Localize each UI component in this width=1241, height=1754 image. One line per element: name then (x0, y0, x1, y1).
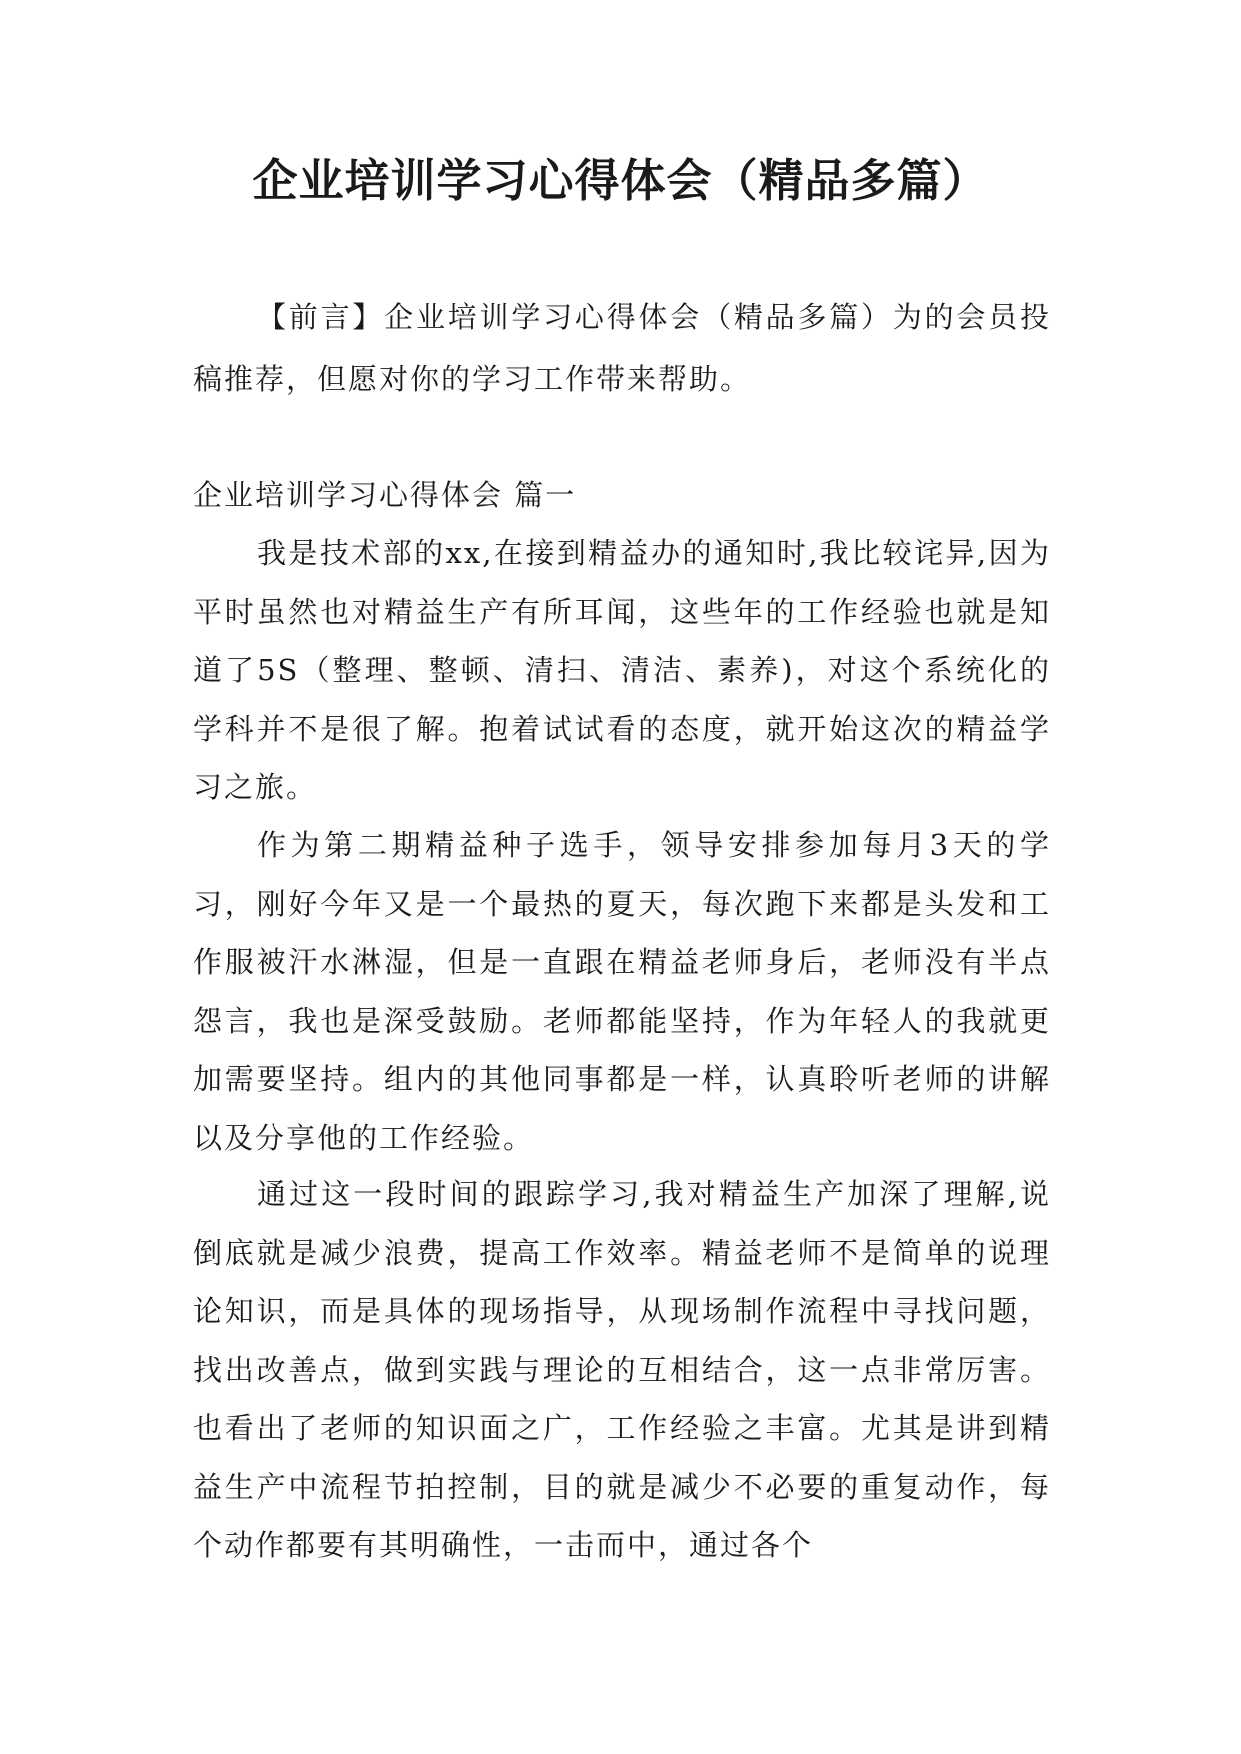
body-paragraph-1: 我是技术部的xx,在接到精益办的通知时,我比较诧异,因为平时虽然也对精益生产有所耳闻，这些年的工作经验也就是知道了5S（整理、整顿、清扫、清洁、素养)，对这个系统化的学科并不是很了解。抱着试试看的态度，就开始这次的精益学习之旅。 (193, 536, 1051, 804)
document-title: 企业培训学习心得体会（精品多篇） (252, 154, 989, 207)
section-heading: 企业培训学习心得体会 篇一 (193, 478, 577, 512)
body-paragraph-2: 作为第二期精益种子选手，领导安排参加每月3天的学习，刚好今年又是一个最热的夏天，每次跑下来都是头发和工作服被汗水淋湿，但是一直跟在精益老师身后，老师没有半点怨言，我也是深受鼓励。老师都能坚持，作为年轻人的我就更加需要坚持。组内的其他同事都是一样，认真聆听老师的讲解以及分享他的工作经验。 (193, 828, 1051, 1155)
body-paragraph-3: 通过这一段时间的跟踪学习,我对精益生产加深了理解,说倒底就是减少浪费，提高工作效率。精益老师不是简单的说理论知识，而是具体的现场指导，从现场制作流程中寻找问题，找出改善点，做到实践与理论的互相结合，这一点非常厉害。也看出了老师的知识面之广，工作经验之丰富。尤其是讲到精益生产中流程节拍控制，目的就是减少不必要的重复动作，每个动作都要有其明确性，一击而中，通过各个 (193, 1177, 1051, 1562)
preface-paragraph: 【前言】企业培训学习心得体会（精品多篇）为的会员投稿推荐，但愿对你的学习工作带来帮助。 (193, 300, 1051, 396)
